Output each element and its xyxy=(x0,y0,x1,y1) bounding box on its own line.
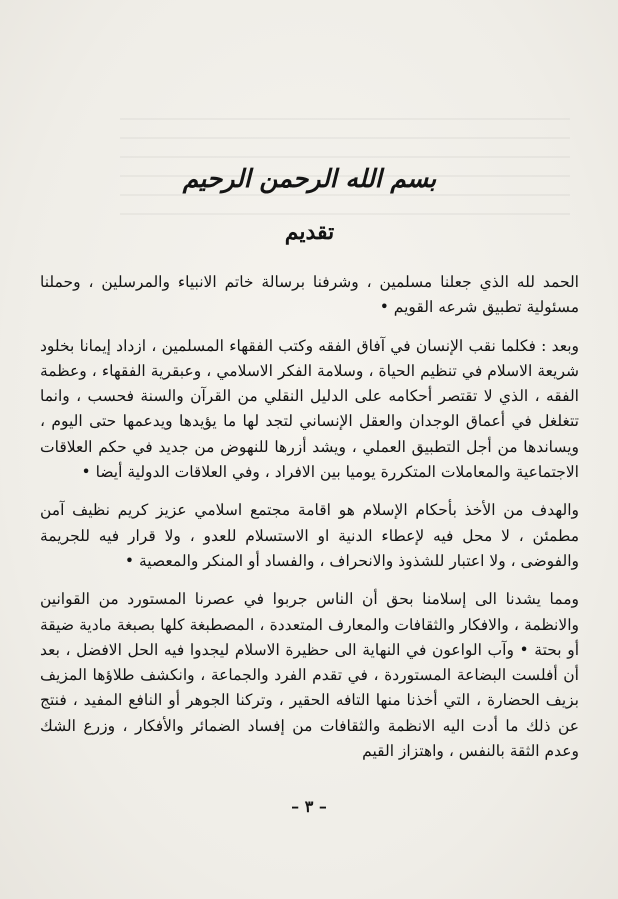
paragraph-1: الحمد لله الذي جعلنا مسلمين ، وشرفنا برسالة خاتم الانبياء والمرسلين ، وحملنا مسئولية تطبيق شرعه القويم • xyxy=(40,273,579,317)
page-title: تقديم xyxy=(284,219,335,245)
basmala: بسم الله الرحمن الرحيم xyxy=(182,164,437,193)
page-body xyxy=(40,152,579,867)
paragraph-3: والهدف من الأخذ بأحكام الإسلام هو اقامة مجتمع اسلامي عزيز كريم نظيف آمن مطمئن ، لا محل فيه لإعطاء الدنية او الاستسلام للعدو ، ولا قرار فيه للجريمة والفوضى ، ولا اعتبار للشذوذ والانحراف ، والفساد أو المنكر والمعصية • xyxy=(40,501,579,570)
paragraph-4: ومما يشدنا الى إسلامنا بحق أن الناس جربوا في عصرنا المستورد من القوانين والانظمة ، والافكار والثقافات والمعارف المتعددة ، المصطبغة كلها بصبغة مادية ضيقة أو بحتة • وآب الواعون في النهاية الى حظيرة الاسلام ليجدوا فيه الحل الافضل ، بعد أن أفلست البضاعة المستوردة ، في تقدم الفرد والجماعة ، وانكشف طلاؤها المزيف بزيف الحضارة ، التي أخذنا منها التافه الحقير ، وتركنا الجوهر أو النافع المفيد ، فنتج عن ذلك ما أدت اليه الانظمة والثقافات من إفساد الضمائر والأفكار ، وزرع الشك وعدم الثقة بالنفس ، واهتزاز القيم xyxy=(40,590,579,761)
page-number: – ٣ – xyxy=(291,797,327,816)
paragraph-2: وبعد : فكلما نقب الإنسان في آفاق الفقه وكتب الفقهاء المسلمين ، ازداد إيمانا بخلود شريعة الاسلام في تنظيم الحياة ، وسلامة الفكر الاسلامي ، وعبقرية الفقهاء ، وعظمة الفقه ، الذي لا تقتصر أحكامه على الدليل النقلي من القرآن والسنة فحسب ، وانما تتغلغل في أعماق الوجدان والعقل الإنساني لتجد لها ما يؤيدها ويدعمها حتى اليوم ، ويساندها من أجل التطبيق العملي ، ويشد أزرها للنهوض من جديد في حكم العلاقات الاجتماعية والمعاملات المتكررة يوميا بين الافراد ، وفي العلاقات الدولية أيضا • xyxy=(40,336,579,482)
